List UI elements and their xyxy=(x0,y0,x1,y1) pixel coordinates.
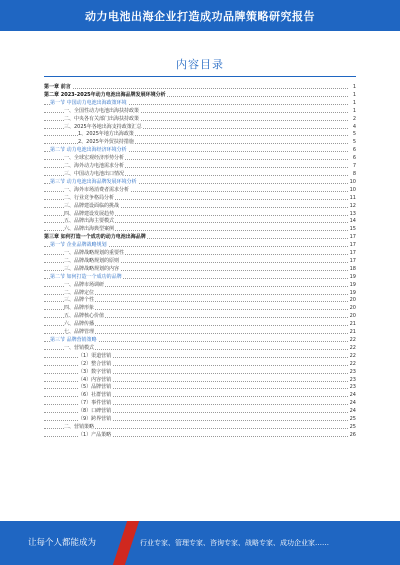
toc-entry-label: 三、品牌建设面临的挑战 xyxy=(64,202,120,209)
toc-entry-label: 第二章 2023-2025年动力电池出海品牌发展环境分析 xyxy=(44,91,166,98)
toc-entry-label: （4）内容营销 xyxy=(78,376,112,383)
toc-entry-label: 第一节 企业品牌战略规划 xyxy=(50,242,107,249)
toc-entry-page: 19 xyxy=(349,281,356,288)
toc-entry[interactable] xyxy=(44,274,356,282)
toc-entry-page: 21 xyxy=(349,321,356,328)
toc-entry-label: 第三章 如何打造一个成功的动力电池出海品牌 xyxy=(44,234,146,241)
toc-entry[interactable] xyxy=(44,234,356,242)
title-divider xyxy=(44,76,356,77)
toc-entry-label: 第一节 中国动力电池出海政策环境 xyxy=(50,99,127,106)
toc-entry-page: 22 xyxy=(349,337,356,343)
toc-entry-label: 七、品牌管理 xyxy=(64,329,95,336)
toc-entry-page: 24 xyxy=(349,400,356,407)
toc-entry[interactable] xyxy=(44,258,356,266)
toc-entry-label: 二、营销策略 xyxy=(64,423,95,430)
toc-entry[interactable] xyxy=(44,424,356,432)
toc-entry-label: （8）口碑营销 xyxy=(78,408,112,415)
toc-entry-label: 六、品牌传播 xyxy=(64,321,95,328)
toc-entry-page: 6 xyxy=(352,147,356,154)
toc-entry-page: 26 xyxy=(349,431,356,438)
toc-entry-label: 三、品牌战略规划的内容 xyxy=(64,265,120,272)
toc-entry-page: 10 xyxy=(349,178,356,185)
toc-entry-label: 三、品牌个性 xyxy=(64,297,95,304)
toc-entry-page: 25 xyxy=(349,416,356,423)
toc-entry-label: 第三节 品牌营销策略 xyxy=(50,337,97,343)
toc-entry-page: 22 xyxy=(349,360,356,367)
toc-entry-page: 13 xyxy=(349,210,356,217)
toc-entry-label: 三、2025年各地出海支持政策汇总 xyxy=(64,123,142,130)
toc-entry[interactable] xyxy=(44,369,356,377)
toc-entry-label: 一、全国性动力电池出海扶持政策 xyxy=(64,107,140,114)
toc-entry-page: 7 xyxy=(352,163,356,170)
toc-entry[interactable] xyxy=(44,116,356,124)
toc-entry[interactable] xyxy=(44,147,356,155)
toc-entry[interactable] xyxy=(44,179,356,187)
toc-entry-label: 二、品牌战略规划的原则 xyxy=(64,257,120,264)
toc-entry[interactable] xyxy=(44,203,356,211)
toc-entry-label: 一、全球宏观经济形势分析 xyxy=(64,155,125,162)
toc-entry[interactable] xyxy=(44,187,356,195)
toc-entry[interactable] xyxy=(44,195,356,203)
toc-entry-page: 1 xyxy=(352,107,356,114)
toc-entry-page: 17 xyxy=(349,242,356,249)
toc-entry[interactable] xyxy=(44,321,356,329)
toc-entry[interactable] xyxy=(44,242,356,250)
toc-entry-label: （2）整合营销 xyxy=(78,360,112,367)
toc-entry[interactable] xyxy=(44,84,356,92)
toc-entry[interactable] xyxy=(44,432,356,440)
toc-entry-label: （1）渠道营销 xyxy=(78,352,112,359)
toc-entry-page: 1 xyxy=(352,91,356,98)
toc-entry-label: （9）跨界营销 xyxy=(78,416,112,423)
toc-entry[interactable] xyxy=(44,337,356,345)
toc-entry-page: 5 xyxy=(352,139,356,146)
toc-entry-label: 1、2025年地方出海政策 xyxy=(78,131,134,138)
toc-entry-label: 五、品牌出海主要模式 xyxy=(64,218,115,225)
toc-entry[interactable] xyxy=(44,353,356,361)
toc-entry-page: 21 xyxy=(349,329,356,336)
toc-entry[interactable] xyxy=(44,155,356,163)
report-title: 动力电池出海企业打造成功品牌策略研究报告 xyxy=(85,10,315,23)
toc-entry[interactable] xyxy=(44,345,356,353)
footer-tagline: 行业专家、管理专家、咨询专家、战略专家、成功企业家…… xyxy=(140,539,329,547)
toc-entry-label: 2、2025年外贸扶持措施 xyxy=(78,139,134,146)
toc-entry-page: 8 xyxy=(352,170,356,177)
toc-entry-page: 6 xyxy=(352,155,356,162)
toc-entry-page: 5 xyxy=(352,131,356,138)
toc-entry[interactable] xyxy=(44,266,356,274)
toc-entry-page: 1 xyxy=(352,84,356,90)
toc-entry-page: 12 xyxy=(349,202,356,209)
toc-entry-label: 二、品牌定位 xyxy=(64,289,95,296)
toc-entry-page: 22 xyxy=(349,352,356,359)
toc-entry-page: 4 xyxy=(352,123,356,130)
toc-entry-page: 24 xyxy=(349,408,356,415)
toc-entry-label: 二、海外动力电池需求分析 xyxy=(64,163,125,170)
toc-entry[interactable] xyxy=(44,108,356,116)
toc-entry-page: 2 xyxy=(352,115,356,122)
toc-entry-page: 11 xyxy=(349,194,356,201)
toc-entry-label: （6）社群营销 xyxy=(78,392,112,399)
toc-entry-page: 10 xyxy=(349,186,356,193)
toc-entry-label: （1）产品策略 xyxy=(78,431,112,438)
toc-entry-label: （7）事件营销 xyxy=(78,400,112,407)
toc-title: 内容目录 xyxy=(176,58,224,71)
toc-entry-label: 六、品牌出海典型案例 xyxy=(64,226,115,233)
toc-entry[interactable] xyxy=(44,250,356,258)
toc-entry-page: 17 xyxy=(349,234,356,241)
toc-entry-label: 二、行业竞争格局分析 xyxy=(64,194,115,201)
toc-entry-label: 第二节 如何打造一个成功的品牌 xyxy=(50,273,122,280)
header-bar xyxy=(0,0,400,31)
toc-entry[interactable] xyxy=(44,329,356,337)
toc-entry[interactable] xyxy=(44,282,356,290)
toc-entry-page: 23 xyxy=(349,376,356,383)
toc-entry-page: 19 xyxy=(349,273,356,280)
toc-entry-label: 三、中国动力电池出口情况 xyxy=(64,170,125,177)
toc-entry-label: 五、品牌核心价值 xyxy=(64,313,105,320)
toc-entry-page: 17 xyxy=(349,250,356,257)
toc-entry[interactable] xyxy=(44,92,356,100)
table-of-contents xyxy=(44,84,356,440)
toc-entry-page: 20 xyxy=(349,305,356,312)
toc-entry-label: 一、品牌战略规划的重要性 xyxy=(64,250,125,257)
toc-entry-page: 24 xyxy=(349,392,356,399)
toc-entry-label: 二、中央各有关部门出海扶持政策 xyxy=(64,115,140,122)
toc-entry-page: 20 xyxy=(349,297,356,304)
footer-slogan: 让每个人都能成为 xyxy=(0,521,124,565)
toc-entry-page: 22 xyxy=(349,344,356,351)
toc-entry-page: 15 xyxy=(349,226,356,233)
toc-entry-label: 一、营销模式 xyxy=(64,344,95,351)
toc-entry-page: 23 xyxy=(349,368,356,375)
toc-entry-page: 19 xyxy=(349,289,356,296)
toc-entry-label: （3）数字营销 xyxy=(78,368,112,375)
toc-entry[interactable] xyxy=(44,163,356,171)
toc-entry-label: 第三节 动力电池出海品牌发展环境分析 xyxy=(50,178,137,185)
toc-entry-label: 一、海外市场消费者需求分析 xyxy=(64,186,130,193)
toc-entry-page: 23 xyxy=(349,384,356,391)
toc-entry[interactable] xyxy=(44,416,356,424)
footer-bar xyxy=(0,521,400,565)
toc-entry[interactable] xyxy=(44,313,356,321)
toc-leader-dots xyxy=(44,88,348,89)
toc-entry-page: 18 xyxy=(349,265,356,272)
toc-entry[interactable] xyxy=(44,400,356,408)
toc-entry-page: 20 xyxy=(349,313,356,320)
toc-entry-page: 14 xyxy=(349,218,356,225)
toc-entry[interactable] xyxy=(44,408,356,416)
toc-entry-label: 一、品牌市场调研 xyxy=(64,281,105,288)
toc-entry[interactable] xyxy=(44,100,356,108)
toc-entry-page: 17 xyxy=(349,257,356,264)
toc-entry-page: 1 xyxy=(352,99,356,106)
toc-entry-page: 25 xyxy=(349,423,356,430)
toc-entry-label: 第二节 动力电池出海经济环境分析 xyxy=(50,147,127,154)
toc-entry-label: （5）品牌营销 xyxy=(78,384,112,391)
toc-entry-label: 四、品牌建设发展趋势 xyxy=(64,210,115,217)
toc-entry-label: 第一章 前言 xyxy=(44,84,71,90)
toc-entry[interactable] xyxy=(44,361,356,369)
toc-entry-label: 四、品牌形象 xyxy=(64,305,95,312)
toc-entry[interactable] xyxy=(44,171,356,179)
